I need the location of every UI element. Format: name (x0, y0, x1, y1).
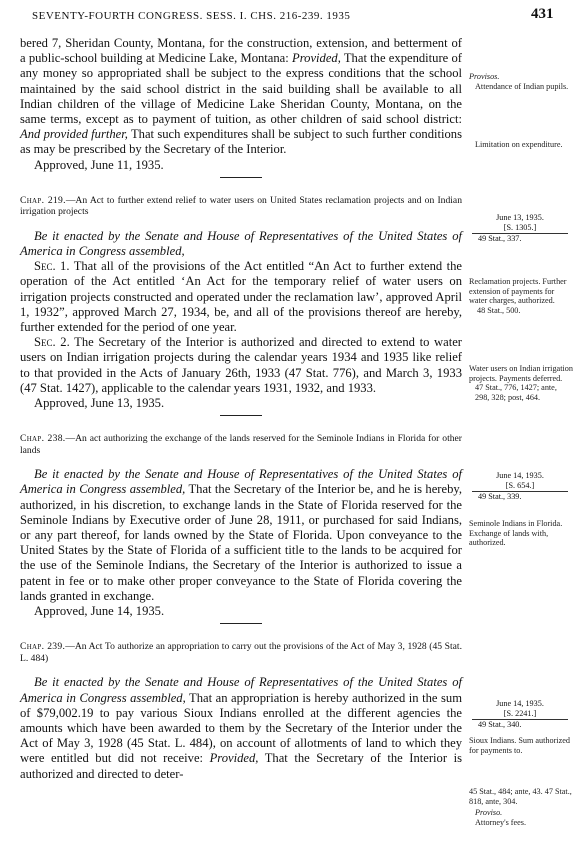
section-label: Sec. 1. (34, 259, 70, 274)
main-text-column (20, 36, 462, 782)
act-date: June 13, 1935. (496, 213, 544, 222)
enacting-clause: Be it enacted by the Senate and House of Representatives of the United States of America in Congress assembled, (20, 467, 462, 497)
date-block-239 (470, 699, 570, 730)
chapter-title: Chap. 238.—An act authorizing the exchange of the lands reserved for the Seminole Indians in Florida for other lands (20, 433, 462, 456)
page-header (0, 0, 578, 30)
act-date: June 14, 1935. (496, 699, 544, 708)
margin-note-references: 45 Stat., 484; ante, 43. 47 Stat., 818, ante, 304. Proviso. Attorney's fees. (469, 787, 572, 827)
enacting-paragraph: Be it enacted by the Senate and House of Representatives of the United States of America in Congress assembled, That an appropriation is hereby authorized in the sum of $79,002.19 to pay various Sioux Indians enrolled at the different agencies the amounts which have been awarded to them by the Secretary of the Interior under the Act of May 3, 1928 (45 Stat. L. 484), on account of allotments of land to which they were entitled but did not receive: Provided, That the Secretary of the Interior is authorized and directed to deter- (20, 675, 462, 781)
enacting-clause: Be it enacted by the Senate and House of Representatives of the United States of America in Congress assembled, (20, 675, 462, 705)
approval-date: Approved, June 13, 1935. (34, 396, 165, 411)
chapter-title: Chap. 239.—An Act To authorize an appropriation to carry out the provisions of the Act of May 3, 1928 (45 Stat. L. 484) (20, 641, 462, 664)
margin-note-reclamation: Reclamation projects. Further extension of payments for water charges, authorized. 48 Stat., 500. (469, 277, 567, 315)
section-divider (220, 623, 262, 624)
stat-reference: 49 Stat., 337. (478, 234, 522, 244)
running-head: SEVENTY-FOURTH CONGRESS. SESS. I. CHS. 216-239. 1935 (32, 10, 351, 22)
bill-number: [S. 1305.] (503, 222, 537, 232)
margin-note-limitation: Limitation on expenditure. (475, 140, 563, 149)
margin-note-provisos: Provisos. Attendance of Indian pupils. (469, 72, 569, 91)
chapter-label: Chap. 219. (20, 194, 66, 206)
section-divider (220, 177, 262, 178)
act-date: June 14, 1935. (496, 471, 544, 480)
chapter-label: Chap. 238. (20, 433, 66, 445)
section-paragraph: Sec. 2. The Secretary of the Interior is authorized and directed to extend to water users on Indian irrigation projects during the calendar years 1934 and 1935 like relief to that provided in the Acts of January 26th, 1933 (47 Stat. 776), and March 3, 1933 (47 Stat. 1427), applicable to the calendar years 1931, 1932, and 1933. (20, 335, 463, 395)
bill-number: [S. 654.] (505, 480, 535, 490)
enacting-clause: Be it enacted by the Senate and House of Representatives of the United States of America in Congress assembled, (20, 228, 462, 259)
page-number: 431 (531, 6, 554, 22)
stat-reference: 49 Stat., 340. (478, 720, 522, 730)
chapter-title: Chap. 219.—An Act to further extend relief to water users on United States reclamation projects and on Indian irrigation projects (20, 194, 462, 218)
proviso-keyword: And provided further, (20, 127, 128, 142)
date-block-219 (470, 213, 570, 244)
approval-date: Approved, June 11, 1935. (34, 157, 164, 172)
chapter-label: Chap. 239. (20, 641, 66, 653)
date-block-238 (470, 471, 570, 502)
approval-date: Approved, June 14, 1935. (34, 604, 165, 619)
section-paragraph: Sec. 1. That all of the provisions of the Act entitled “An Act to further extend the operation of the Act entitled ‘An Act for the temporary relief of water users on irrigation projects constructed and operated under the reclamation law’, approved April 1, 1932”, approved March 27, 1934, be, and all of the provisions thereof are hereby, further extended for the period of one year. (20, 259, 463, 335)
margin-note-water-users: Water users on Indian irrigation projects. Payments deferred. 47 Stat., 776, 1427; ante, 298, 328; post, 464. (469, 364, 573, 402)
section-divider (220, 415, 262, 416)
stat-reference: 49 Stat., 339. (478, 492, 522, 502)
proviso-keyword: Provided, (292, 51, 341, 66)
proviso-keyword: Provided, (209, 751, 259, 766)
enacting-paragraph: Be it enacted by the Senate and House of Representatives of the United States of America in Congress assembled, That the Secretary of the Interior be, and he is hereby, authorized, in his discretion, to exchange lands in the State of Florida reserved for the Seminole Indians by Executive order of June 28, 1911, or purchased for said Indians, or any part thereof, for lands owned by the State of Florida. Upon conveyance to the United States by the State of Florida of a sufficient title to the lands to be acquired for the use of the Seminole Indians, the Secretary of the Interior is authorized to issue a patent in fee or to make other proper conveyance to the State of Florida covering the lands granted in exchange. (20, 467, 462, 603)
margin-note-seminole: Seminole Indians in Florida. Exchange of lands with, authorized. (469, 519, 563, 548)
section-label: Sec. 2. (34, 335, 70, 350)
continued-paragraph: bered 7, Sheridan County, Montana, for the construction, extension, and betterment of a public-school building at Medicine Lake, Montana: Provided, That the expenditure of any money so appropriated shall be subject to the express conditions that the school maintained by the said school district in the said building shall be available to all Indian children of the village of Medicine Lake Sheridan County, Montana, on the same terms, except as to payment of tuition, as other children of said school district: And provided further, That such expenditures shall be subject to such further conditions as may be prescribed by the Secretary of the Interior. (20, 36, 462, 157)
margin-note-sioux: Sioux Indians. Sum authorized for payments to. (469, 736, 570, 755)
bill-number: [S. 2241.] (503, 708, 537, 718)
